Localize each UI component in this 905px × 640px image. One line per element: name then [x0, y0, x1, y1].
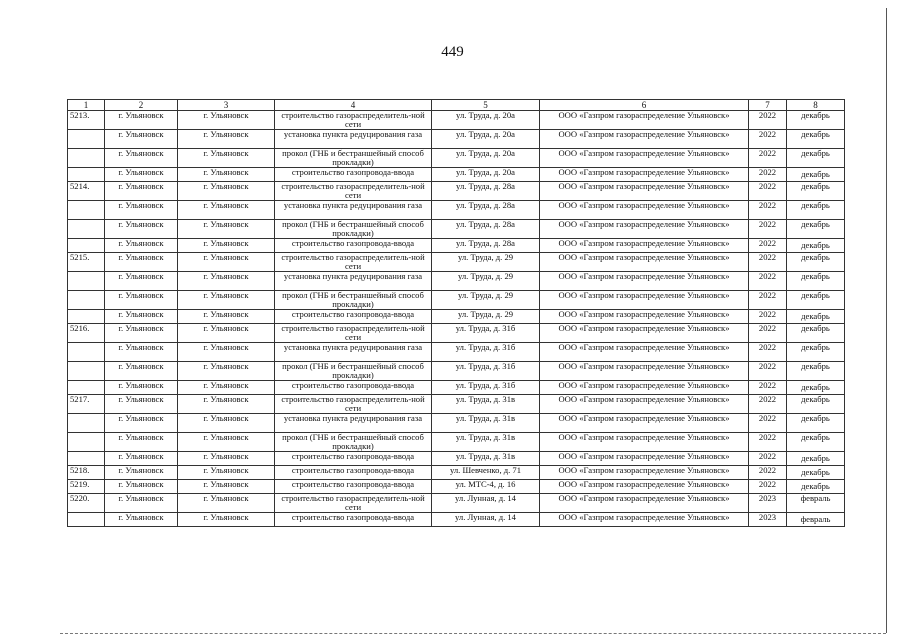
cell-settlement: г. Ульяновск — [178, 149, 275, 168]
table-row — [68, 220, 845, 239]
cell-month: декабрь — [787, 433, 845, 452]
table-row — [68, 239, 845, 253]
cell-municipality: г. Ульяновск — [105, 168, 178, 182]
table-row — [68, 168, 845, 182]
cell-month: декабрь — [787, 182, 845, 201]
cell-year: 2022 — [749, 310, 787, 324]
cell-year: 2022 — [749, 239, 787, 253]
cell-year: 2022 — [749, 220, 787, 239]
cell-work-type: строительство газораспределитель-ной сети — [275, 182, 432, 201]
cell-month: декабрь — [787, 452, 845, 466]
cell-municipality: г. Ульяновск — [105, 111, 178, 130]
cell-row-number — [68, 239, 105, 253]
header-col-1: 1 — [68, 100, 105, 111]
cell-municipality: г. Ульяновск — [105, 272, 178, 291]
cell-organization: ООО «Газпром газораспределение Ульяновск» — [540, 466, 749, 480]
page-border-right — [886, 8, 887, 633]
table-row — [68, 381, 845, 395]
cell-municipality: г. Ульяновск — [105, 149, 178, 168]
cell-year: 2022 — [749, 253, 787, 272]
cell-organization: ООО «Газпром газораспределение Ульяновск» — [540, 239, 749, 253]
cell-row-number: 5219. — [68, 480, 105, 494]
cell-year: 2022 — [749, 201, 787, 220]
cell-row-number: 5215. — [68, 253, 105, 272]
cell-work-type: прокол (ГНБ и бестраншейный способ прокладки) — [275, 291, 432, 310]
table-row — [68, 452, 845, 466]
cell-address: ул. Лунная, д. 14 — [432, 513, 540, 527]
cell-organization: ООО «Газпром газораспределение Ульяновск» — [540, 149, 749, 168]
page-number: 449 — [441, 44, 464, 60]
cell-year: 2022 — [749, 343, 787, 362]
cell-row-number — [68, 168, 105, 182]
cell-settlement: г. Ульяновск — [178, 310, 275, 324]
table-row — [68, 272, 845, 291]
page-border-bottom — [60, 633, 886, 634]
cell-settlement: г. Ульяновск — [178, 111, 275, 130]
cell-municipality: г. Ульяновск — [105, 310, 178, 324]
cell-address: ул. Труда, д. 28а — [432, 220, 540, 239]
cell-address: ул. Труда, д. 29 — [432, 272, 540, 291]
cell-address: ул. Труда, д. 31в — [432, 433, 540, 452]
cell-organization: ООО «Газпром газораспределение Ульяновск» — [540, 343, 749, 362]
cell-work-type: строительство газопровода-ввода — [275, 452, 432, 466]
cell-work-type: строительство газораспределитель-ной сети — [275, 395, 432, 414]
cell-row-number — [68, 149, 105, 168]
cell-municipality: г. Ульяновск — [105, 291, 178, 310]
cell-month: декабрь — [787, 343, 845, 362]
cell-organization: ООО «Газпром газораспределение Ульяновск» — [540, 291, 749, 310]
cell-settlement: г. Ульяновск — [178, 433, 275, 452]
cell-work-type: строительство газопровода-ввода — [275, 480, 432, 494]
cell-organization: ООО «Газпром газораспределение Ульяновск» — [540, 433, 749, 452]
cell-settlement: г. Ульяновск — [178, 494, 275, 513]
registry-table — [67, 99, 845, 527]
cell-row-number — [68, 343, 105, 362]
cell-municipality: г. Ульяновск — [105, 466, 178, 480]
cell-settlement: г. Ульяновск — [178, 395, 275, 414]
cell-municipality: г. Ульяновск — [105, 513, 178, 527]
cell-month: декабрь — [787, 149, 845, 168]
cell-month: декабрь — [787, 220, 845, 239]
cell-month: декабрь — [787, 395, 845, 414]
cell-row-number — [68, 291, 105, 310]
cell-year: 2022 — [749, 168, 787, 182]
cell-row-number: 5213. — [68, 111, 105, 130]
cell-address: ул. Труда, д. 31б — [432, 381, 540, 395]
cell-year: 2022 — [749, 395, 787, 414]
cell-municipality: г. Ульяновск — [105, 239, 178, 253]
cell-settlement: г. Ульяновск — [178, 452, 275, 466]
cell-year: 2022 — [749, 111, 787, 130]
cell-address: ул. Труда, д. 28а — [432, 201, 540, 220]
cell-year: 2022 — [749, 324, 787, 343]
cell-organization: ООО «Газпром газораспределение Ульяновск» — [540, 220, 749, 239]
cell-month: декабрь — [787, 466, 845, 480]
cell-organization: ООО «Газпром газораспределение Ульяновск» — [540, 272, 749, 291]
cell-settlement: г. Ульяновск — [178, 239, 275, 253]
cell-year: 2022 — [749, 182, 787, 201]
cell-month: декабрь — [787, 130, 845, 149]
cell-row-number — [68, 130, 105, 149]
cell-row-number — [68, 452, 105, 466]
header-col-8: 8 — [787, 100, 845, 111]
cell-month: декабрь — [787, 201, 845, 220]
cell-municipality: г. Ульяновск — [105, 414, 178, 433]
cell-work-type: прокол (ГНБ и бестраншейный способ прокладки) — [275, 362, 432, 381]
table-row — [68, 414, 845, 433]
cell-organization: ООО «Газпром газораспределение Ульяновск» — [540, 253, 749, 272]
cell-address: ул. Лунная, д. 14 — [432, 494, 540, 513]
cell-row-number — [68, 310, 105, 324]
cell-work-type: строительство газопровода-ввода — [275, 239, 432, 253]
cell-settlement: г. Ульяновск — [178, 272, 275, 291]
cell-municipality: г. Ульяновск — [105, 324, 178, 343]
cell-row-number — [68, 433, 105, 452]
cell-year: 2022 — [749, 381, 787, 395]
cell-year: 2023 — [749, 494, 787, 513]
cell-address: ул. Труда, д. 29 — [432, 253, 540, 272]
header-col-5: 5 — [432, 100, 540, 111]
cell-settlement: г. Ульяновск — [178, 414, 275, 433]
cell-address: ул. Труда, д. 31б — [432, 362, 540, 381]
cell-work-type: установка пункта редуцирования газа — [275, 130, 432, 149]
cell-address: ул. Труда, д. 28а — [432, 239, 540, 253]
cell-settlement: г. Ульяновск — [178, 168, 275, 182]
cell-settlement: г. Ульяновск — [178, 201, 275, 220]
cell-work-type: прокол (ГНБ и бестраншейный способ прокладки) — [275, 433, 432, 452]
cell-row-number — [68, 381, 105, 395]
cell-settlement: г. Ульяновск — [178, 253, 275, 272]
cell-organization: ООО «Газпром газораспределение Ульяновск» — [540, 182, 749, 201]
cell-work-type: установка пункта редуцирования газа — [275, 343, 432, 362]
cell-row-number — [68, 220, 105, 239]
cell-organization: ООО «Газпром газораспределение Ульяновск» — [540, 414, 749, 433]
cell-settlement: г. Ульяновск — [178, 513, 275, 527]
cell-address: ул. Труда, д. 29 — [432, 310, 540, 324]
cell-year: 2022 — [749, 362, 787, 381]
cell-row-number — [68, 414, 105, 433]
cell-settlement: г. Ульяновск — [178, 343, 275, 362]
cell-municipality: г. Ульяновск — [105, 130, 178, 149]
cell-month: декабрь — [787, 272, 845, 291]
cell-settlement: г. Ульяновск — [178, 182, 275, 201]
cell-settlement: г. Ульяновск — [178, 381, 275, 395]
cell-municipality: г. Ульяновск — [105, 253, 178, 272]
cell-work-type: прокол (ГНБ и бестраншейный способ прокладки) — [275, 220, 432, 239]
cell-month: декабрь — [787, 381, 845, 395]
table-row — [68, 111, 845, 130]
cell-address: ул. Труда, д. 31б — [432, 324, 540, 343]
cell-municipality: г. Ульяновск — [105, 494, 178, 513]
cell-row-number: 5216. — [68, 324, 105, 343]
cell-month: декабрь — [787, 480, 845, 494]
cell-settlement: г. Ульяновск — [178, 362, 275, 381]
cell-row-number — [68, 272, 105, 291]
cell-month: декабрь — [787, 239, 845, 253]
cell-settlement: г. Ульяновск — [178, 220, 275, 239]
cell-organization: ООО «Газпром газораспределение Ульяновск» — [540, 111, 749, 130]
cell-year: 2022 — [749, 433, 787, 452]
cell-month: декабрь — [787, 310, 845, 324]
cell-year: 2023 — [749, 513, 787, 527]
cell-municipality: г. Ульяновск — [105, 362, 178, 381]
cell-year: 2022 — [749, 130, 787, 149]
table-row — [68, 343, 845, 362]
cell-organization: ООО «Газпром газораспределение Ульяновск» — [540, 395, 749, 414]
cell-settlement: г. Ульяновск — [178, 291, 275, 310]
cell-settlement: г. Ульяновск — [178, 324, 275, 343]
cell-address: ул. Труда, д. 20а — [432, 149, 540, 168]
cell-address: ул. Труда, д. 20а — [432, 111, 540, 130]
cell-municipality: г. Ульяновск — [105, 381, 178, 395]
table-row — [68, 433, 845, 452]
header-row — [68, 100, 845, 111]
cell-organization: ООО «Газпром газораспределение Ульяновск» — [540, 130, 749, 149]
table-row — [68, 324, 845, 343]
cell-month: декабрь — [787, 253, 845, 272]
table-row — [68, 494, 845, 513]
cell-address: ул. Труда, д. 28а — [432, 182, 540, 201]
cell-row-number: 5214. — [68, 182, 105, 201]
cell-municipality: г. Ульяновск — [105, 220, 178, 239]
cell-year: 2022 — [749, 414, 787, 433]
cell-work-type: строительство газопровода-ввода — [275, 310, 432, 324]
cell-settlement: г. Ульяновск — [178, 480, 275, 494]
header-col-3: 3 — [178, 100, 275, 111]
cell-organization: ООО «Газпром газораспределение Ульяновск» — [540, 310, 749, 324]
cell-work-type: установка пункта редуцирования газа — [275, 201, 432, 220]
cell-organization: ООО «Газпром газораспределение Ульяновск» — [540, 324, 749, 343]
cell-work-type: строительство газопровода-ввода — [275, 168, 432, 182]
cell-row-number: 5217. — [68, 395, 105, 414]
cell-address: ул. Труда, д. 31б — [432, 343, 540, 362]
cell-address: ул. Труда, д. 29 — [432, 291, 540, 310]
cell-row-number — [68, 201, 105, 220]
cell-year: 2022 — [749, 466, 787, 480]
table-row — [68, 253, 845, 272]
header-col-4: 4 — [275, 100, 432, 111]
cell-municipality: г. Ульяновск — [105, 201, 178, 220]
cell-month: декабрь — [787, 324, 845, 343]
table-row — [68, 480, 845, 494]
cell-settlement: г. Ульяновск — [178, 130, 275, 149]
cell-organization: ООО «Газпром газораспределение Ульяновск» — [540, 381, 749, 395]
cell-organization: ООО «Газпром газораспределение Ульяновск» — [540, 201, 749, 220]
cell-municipality: г. Ульяновск — [105, 395, 178, 414]
table-row — [68, 513, 845, 527]
table-row — [68, 291, 845, 310]
cell-row-number — [68, 513, 105, 527]
cell-municipality: г. Ульяновск — [105, 343, 178, 362]
cell-organization: ООО «Газпром газораспределение Ульяновск» — [540, 513, 749, 527]
cell-address: ул. МТС-4, д. 16 — [432, 480, 540, 494]
cell-work-type: строительство газопровода-ввода — [275, 466, 432, 480]
cell-year: 2022 — [749, 480, 787, 494]
cell-row-number — [68, 362, 105, 381]
cell-year: 2022 — [749, 149, 787, 168]
cell-work-type: строительство газораспределитель-ной сети — [275, 111, 432, 130]
cell-work-type: строительство газораспределитель-ной сети — [275, 253, 432, 272]
cell-municipality: г. Ульяновск — [105, 452, 178, 466]
cell-month: декабрь — [787, 111, 845, 130]
cell-organization: ООО «Газпром газораспределение Ульяновск» — [540, 362, 749, 381]
cell-row-number: 5218. — [68, 466, 105, 480]
header-col-2: 2 — [105, 100, 178, 111]
cell-month: декабрь — [787, 362, 845, 381]
cell-month: февраль — [787, 513, 845, 527]
cell-address: ул. Труда, д. 31в — [432, 414, 540, 433]
table-row — [68, 130, 845, 149]
cell-settlement: г. Ульяновск — [178, 466, 275, 480]
cell-municipality: г. Ульяновск — [105, 480, 178, 494]
cell-work-type: строительство газопровода-ввода — [275, 381, 432, 395]
cell-row-number: 5220. — [68, 494, 105, 513]
cell-municipality: г. Ульяновск — [105, 433, 178, 452]
cell-municipality: г. Ульяновск — [105, 182, 178, 201]
table-row — [68, 182, 845, 201]
cell-organization: ООО «Газпром газораспределение Ульяновск» — [540, 168, 749, 182]
table-row — [68, 310, 845, 324]
cell-year: 2022 — [749, 452, 787, 466]
cell-year: 2022 — [749, 272, 787, 291]
cell-address: ул. Труда, д. 31в — [432, 452, 540, 466]
cell-year: 2022 — [749, 291, 787, 310]
cell-work-type: строительство газораспределитель-ной сети — [275, 324, 432, 343]
cell-organization: ООО «Газпром газораспределение Ульяновск» — [540, 480, 749, 494]
cell-month: декабрь — [787, 168, 845, 182]
table-row — [68, 466, 845, 480]
header-col-6: 6 — [540, 100, 749, 111]
cell-organization: ООО «Газпром газораспределение Ульяновск» — [540, 452, 749, 466]
header-col-7: 7 — [749, 100, 787, 111]
cell-address: ул. Шевченко, д. 71 — [432, 466, 540, 480]
cell-address: ул. Труда, д. 20а — [432, 130, 540, 149]
cell-month: февраль — [787, 494, 845, 513]
table-row — [68, 201, 845, 220]
table-row — [68, 362, 845, 381]
table-row — [68, 395, 845, 414]
cell-work-type: установка пункта редуцирования газа — [275, 272, 432, 291]
cell-work-type: строительство газопровода-ввода — [275, 513, 432, 527]
cell-address: ул. Труда, д. 20а — [432, 168, 540, 182]
cell-address: ул. Труда, д. 31в — [432, 395, 540, 414]
table-row — [68, 149, 845, 168]
cell-work-type: установка пункта редуцирования газа — [275, 414, 432, 433]
cell-organization: ООО «Газпром газораспределение Ульяновск» — [540, 494, 749, 513]
cell-work-type: строительство газораспределитель-ной сети — [275, 494, 432, 513]
cell-work-type: прокол (ГНБ и бестраншейный способ прокладки) — [275, 149, 432, 168]
cell-month: декабрь — [787, 414, 845, 433]
cell-month: декабрь — [787, 291, 845, 310]
table-body — [68, 111, 845, 527]
